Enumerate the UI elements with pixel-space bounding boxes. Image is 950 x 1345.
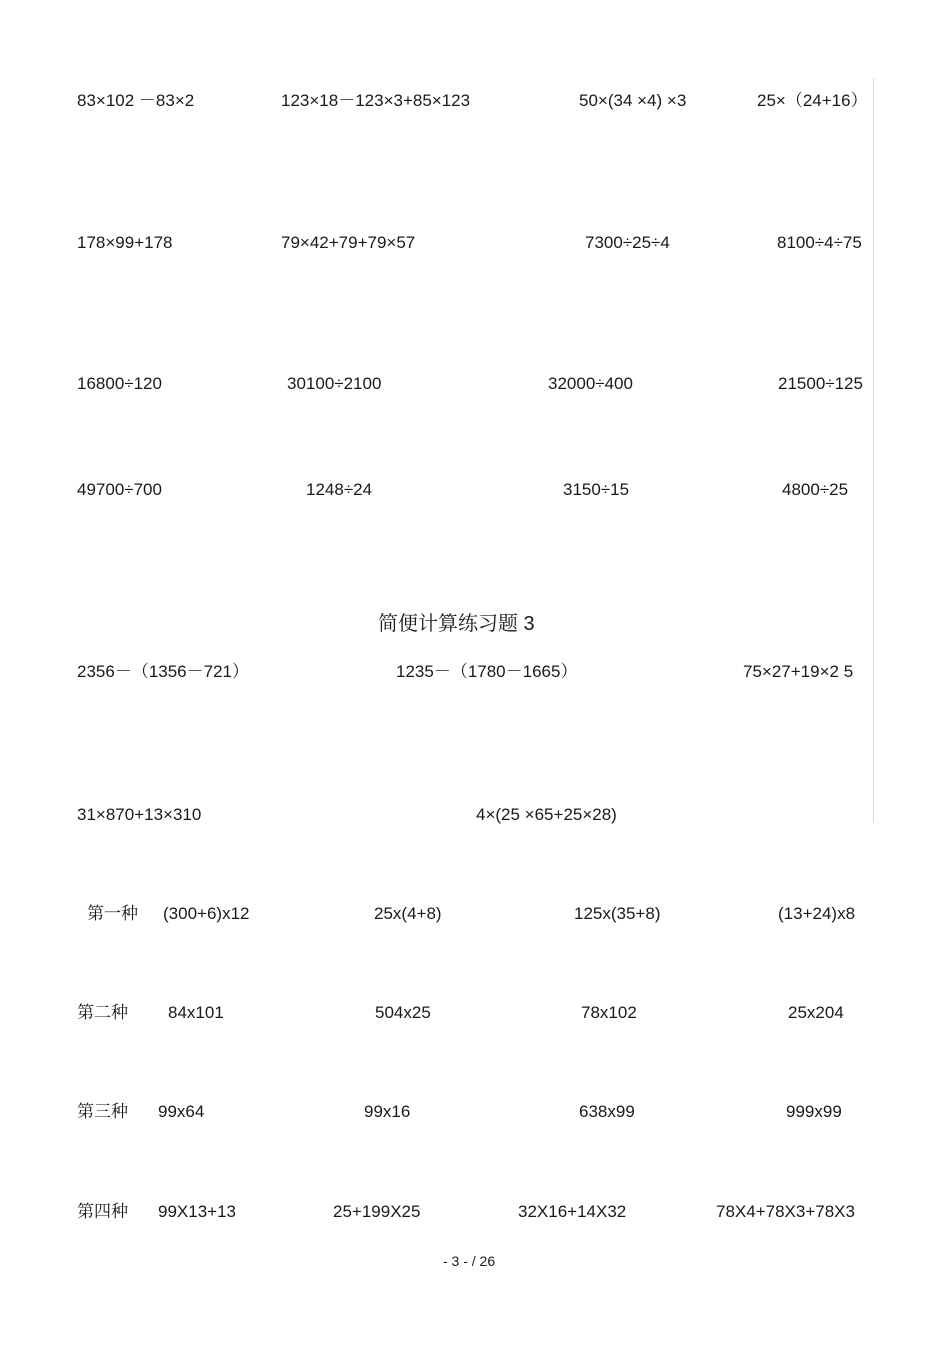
exercise-item: 25+199X25	[333, 1202, 421, 1221]
exercise-item: 32000÷400	[548, 374, 633, 393]
exercise-item: 16800÷120	[77, 374, 162, 393]
exercise-item: 4×(25 ×65+25×28)	[476, 805, 617, 824]
exercise-item: 79×42+79+79×57	[281, 233, 416, 252]
exercise-item: 78x102	[581, 1003, 637, 1022]
page-number: - 3 - / 26	[443, 1253, 496, 1269]
exercise-item: 638x99	[579, 1102, 635, 1121]
exercise-item: 8100÷4÷75	[777, 233, 862, 252]
section-title: 简便计算练习题 3	[378, 613, 535, 635]
exercise-item: 7300÷25÷4	[585, 233, 670, 252]
exercise-item: 25×（24+16）	[757, 91, 868, 110]
exercise-item: 2356－（1356－721）	[77, 662, 250, 681]
exercise-item: 99x64	[158, 1102, 205, 1121]
exercise-item: 32X16+14X32	[518, 1202, 627, 1221]
type-label: 第一种	[87, 904, 138, 923]
exercise-item: 999x99	[786, 1102, 842, 1121]
exercise-item: 3150÷15	[563, 480, 630, 499]
exercise-item: 75×27+19×2 5	[743, 662, 854, 681]
exercise-item: 83×102 －83×2	[77, 91, 195, 110]
exercise-item: (300+6)x12	[163, 904, 250, 923]
exercise-item: 1248÷24	[306, 480, 373, 499]
exercise-item: 4800÷25	[782, 480, 849, 499]
exercise-item: 25x(4+8)	[374, 904, 442, 923]
exercise-item: 50×(34 ×4) ×3	[579, 91, 687, 110]
exercise-item: 78X4+78X3+78X3	[716, 1202, 855, 1221]
exercise-item: 21500÷125	[778, 374, 863, 393]
exercise-item: 1235－（1780－1665）	[396, 662, 578, 681]
exercise-item: 30100÷2100	[287, 374, 382, 393]
exercise-item: 49700÷700	[77, 480, 162, 499]
exercise-item: 504x25	[375, 1003, 431, 1022]
type-label: 第二种	[77, 1003, 128, 1022]
type-label: 第四种	[77, 1202, 128, 1221]
exercise-item: 25x204	[788, 1003, 844, 1022]
exercise-item: 99X13+13	[158, 1202, 236, 1221]
margin-line	[873, 78, 874, 823]
exercise-item: 123×18－123×3+85×123	[281, 91, 471, 110]
exercise-item: 84x101	[168, 1003, 224, 1022]
exercise-item: 31×870+13×310	[77, 805, 202, 824]
exercise-item: 178×99+178	[77, 233, 173, 252]
exercise-item: (13+24)x8	[778, 904, 856, 923]
exercise-item: 99x16	[364, 1102, 411, 1121]
exercise-item: 125x(35+8)	[574, 904, 661, 923]
type-label: 第三种	[77, 1102, 128, 1121]
